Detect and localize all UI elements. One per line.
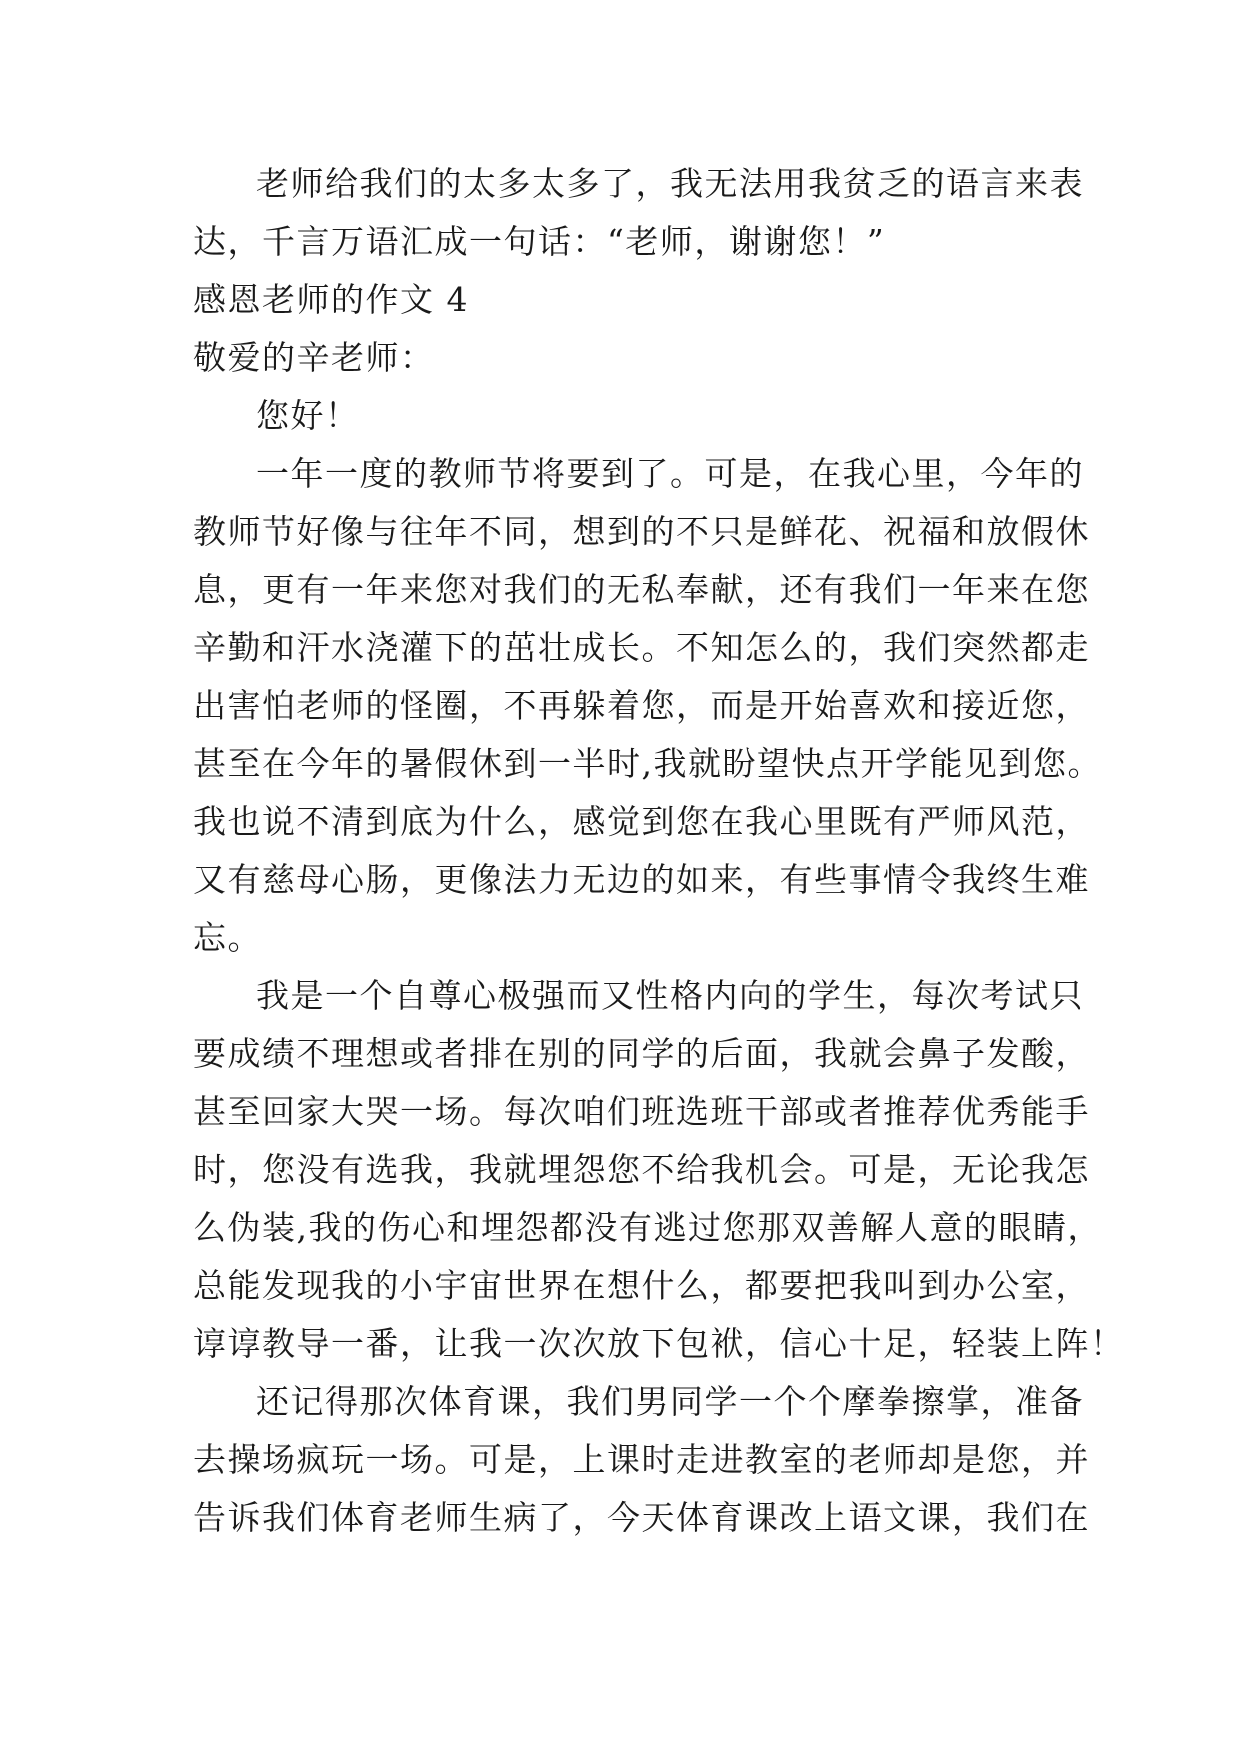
text-line: 告诉我们体育老师生病了，今天体育课改上语文课，我们在 — [193, 1498, 1090, 1537]
text-line: 总能发现我的小宇宙世界在想什么，都要把我叫到办公室， — [193, 1266, 1090, 1305]
text-line: 一年一度的教师节将要到了。可是，在我心里，今年的 — [256, 454, 1084, 493]
text-line: 么伪装,我的伤心和埋怨都没有逃过您那双善解人意的眼睛， — [193, 1208, 1102, 1247]
text-line: 时，您没有选我，我就埋怨您不给我机会。可是，无论我怎 — [193, 1150, 1090, 1189]
text-line: 教师节好像与往年不同，想到的不只是鲜花、祝福和放假休 — [193, 512, 1090, 551]
text-line: 去操场疯玩一场。可是，上课时走进教室的老师却是您，并 — [193, 1440, 1090, 1479]
text-line: 息，更有一年来您对我们的无私奉献，还有我们一年来在您 — [193, 570, 1090, 609]
text-line: 还记得那次体育课，我们男同学一个个摩拳擦掌，准备 — [256, 1382, 1084, 1421]
text-line: 我是一个自尊心极强而又性格内向的学生，每次考试只 — [256, 976, 1084, 1015]
text-line: 忘。 — [193, 918, 262, 957]
text-line: 达，千言万语汇成一句话：“老师，谢谢您！” — [193, 222, 886, 261]
text-line: 老师给我们的太多太多了，我无法用我贫乏的语言来表 — [256, 164, 1084, 203]
text-line: 甚至回家大哭一场。每次咱们班选班干部或者推荐优秀能手 — [193, 1092, 1090, 1131]
section-heading: 感恩老师的作文 4 — [193, 280, 469, 319]
text-line: 谆谆教导一番，让我一次次放下包袱，信心十足，轻装上阵！ — [193, 1324, 1125, 1363]
salutation: 敬爱的辛老师： — [193, 338, 435, 377]
text-line: 甚至在今年的暑假休到一半时,我就盼望快点开学能见到您。 — [193, 744, 1102, 783]
greeting: 您好！ — [256, 396, 360, 435]
text-line: 我也说不清到底为什么，感觉到您在我心里既有严师风范， — [193, 802, 1090, 841]
text-line: 又有慈母心肠，更像法力无边的如来，有些事情令我终生难 — [193, 860, 1090, 899]
text-line: 要成绩不理想或者排在别的同学的后面，我就会鼻子发酸， — [193, 1034, 1090, 1073]
text-line: 辛勤和汗水浇灌下的茁壮成长。不知怎么的，我们突然都走 — [193, 628, 1090, 667]
text-line: 出害怕老师的怪圈，不再躲着您，而是开始喜欢和接近您， — [193, 686, 1090, 725]
